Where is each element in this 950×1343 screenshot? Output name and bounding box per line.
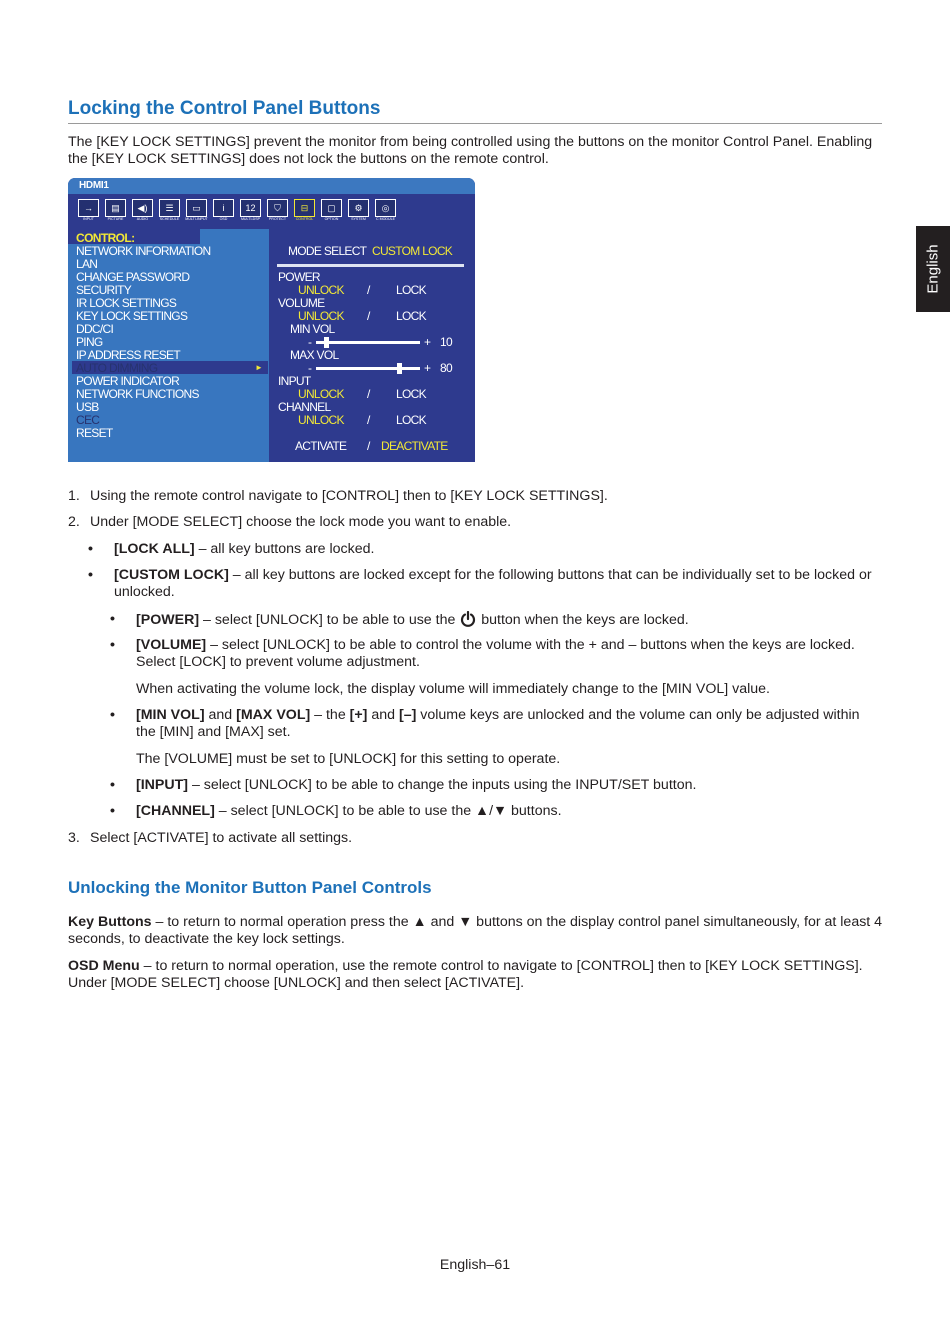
paragraph-term: Key Buttons xyxy=(68,914,152,930)
osd-audio-icon: ◀) AUDIO xyxy=(131,198,154,224)
bullet-dot: • xyxy=(110,777,115,793)
osd-max-vol-slider-track xyxy=(316,367,420,370)
osd-input-label: HDMI1 xyxy=(79,180,109,191)
osd-channel-label: CHANNEL xyxy=(278,400,331,414)
osd-mode-select-value: CUSTOM LOCK xyxy=(372,244,453,258)
osd-protect-icon: ⛉ PROTECT xyxy=(266,198,289,224)
osd-min-vol-label: MIN VOL xyxy=(290,322,335,336)
step-text: Under [MODE SELECT] choose the lock mode you want to enable. xyxy=(90,514,512,530)
osd-menu-item: NETWORK FUNCTIONS xyxy=(76,387,199,401)
osd-max-vol-label: MAX VOL xyxy=(290,348,339,362)
osd-menu-item: CEC xyxy=(76,413,100,427)
osd-max-vol-slider-knob xyxy=(397,363,402,374)
osd-menu-paragraph xyxy=(68,958,883,992)
osd-slash: / xyxy=(367,309,370,323)
osd-divider xyxy=(277,264,464,267)
step-number: 1. xyxy=(68,488,80,504)
bullet-text: – all key buttons are locked except for the following buttons that can be individually set to be locked or unlocked. xyxy=(114,567,872,600)
bullet-term: [LOCK ALL] xyxy=(114,541,195,557)
osd-power-lock: LOCK xyxy=(396,283,426,297)
osd-header xyxy=(68,178,475,194)
bullet-term: [–] xyxy=(398,707,417,723)
bullet-text: – select [UNLOCK] to be able to use the xyxy=(199,612,460,628)
osd-menu-panel xyxy=(68,229,269,462)
language-tab-label: English xyxy=(924,244,942,294)
osd-menu-item: IR LOCK SETTINGS xyxy=(76,296,177,310)
osd-menu-item: CHANGE PASSWORD xyxy=(76,270,190,284)
osd-option-icon: ▢ OPTION xyxy=(320,198,343,224)
osd-deactivate: DEACTIVATE xyxy=(381,439,448,453)
osd-menu-item: LAN xyxy=(76,257,98,271)
bullet-text: and xyxy=(204,707,237,723)
osd-picture-icon: ▤ PICTURE xyxy=(104,198,127,224)
step-number: 3. xyxy=(68,830,80,846)
osd-menu-item: AUTO DIMMING xyxy=(76,361,158,375)
osd-mode-select-label: MODE SELECT xyxy=(288,244,367,258)
osd-osd-icon: i OSD xyxy=(212,198,235,224)
osd-c-module-icon: ◎ C MODULE xyxy=(374,198,397,224)
bullet-text: – the xyxy=(310,707,350,723)
osd-menu-item-selected: KEY LOCK SETTINGS xyxy=(76,309,188,323)
osd-power-unlock: UNLOCK xyxy=(298,283,344,297)
paragraph-term: OSD Menu xyxy=(68,958,140,974)
bullet-term: [POWER] xyxy=(136,612,200,628)
bullet-text: button when the keys are locked. xyxy=(477,612,689,628)
bullet-text: – all key buttons are locked. xyxy=(194,541,375,557)
paragraph-text: – to return to normal operation, use the remote control to navigate to [CONTROL] then to [KEY LOCK SETTINGS]. Under [MODE SELECT] choose [UNLOCK] and then select [ACTIVATE]. xyxy=(68,958,863,991)
bullet-text: – select [UNLOCK] to be able to control the volume with the + and – buttons when the keys are locked. Select [LOCK] to prevent volume adjustment. xyxy=(136,637,855,670)
osd-min-vol-minus: - xyxy=(308,335,312,349)
osd-selected-arrow-icon: ► xyxy=(255,363,263,372)
paragraph-text: – to return to normal operation press the ▲ and ▼ buttons on the display control panel simultaneously, for at least 4 seconds, to deactivate the key lock settings. xyxy=(68,914,883,947)
osd-channel-unlock: UNLOCK xyxy=(298,413,344,427)
osd-input-setting-label: INPUT xyxy=(278,374,311,388)
page-title: Locking the Control Panel Buttons xyxy=(68,98,381,119)
osd-category-title: CONTROL: xyxy=(76,231,135,245)
min-max-note: The [VOLUME] must be set to [UNLOCK] for this setting to operate. xyxy=(136,751,561,767)
osd-input-lock: LOCK xyxy=(396,387,426,401)
bullet-term: [MIN VOL] xyxy=(136,707,205,723)
bullet-term: [MAX VOL] xyxy=(236,707,311,723)
osd-min-vol-slider-track xyxy=(316,341,420,344)
osd-menu-item: POWER INDICATOR xyxy=(76,374,180,388)
osd-menu-item: USB xyxy=(76,400,99,414)
osd-schedule-icon: ☰ SCHEDULE xyxy=(158,198,181,224)
volume-note: When activating the volume lock, the display volume will immediately change to the [MIN VOL] value. xyxy=(136,681,771,697)
bullet-term: [INPUT] xyxy=(136,777,189,793)
osd-min-vol-plus: + xyxy=(424,335,431,349)
bullet-dot: • xyxy=(110,637,115,653)
bullet-term: [VOLUME] xyxy=(136,637,207,653)
osd-max-vol-minus: - xyxy=(308,361,312,375)
bullet-text: volume keys are unlocked and the volume can only be adjusted within the [MIN] and [MAX] set. xyxy=(136,707,860,740)
osd-menu-item: PING xyxy=(76,335,103,349)
bullet-dot: • xyxy=(110,803,115,819)
osd-power-label: POWER xyxy=(278,270,320,284)
osd-slash: / xyxy=(367,283,370,297)
osd-menu-item: RESET xyxy=(76,426,113,440)
osd-max-vol-plus: + xyxy=(424,361,431,375)
osd-volume-lock: LOCK xyxy=(396,309,426,323)
osd-menu-item: NETWORK INFORMATION xyxy=(76,244,211,258)
osd-system-icon: ⚙ SYSTEM xyxy=(347,198,370,224)
osd-settings-panel xyxy=(269,229,475,462)
osd-menu-item: SECURITY xyxy=(76,283,132,297)
bullet-dot: • xyxy=(88,567,93,583)
section-title: Unlocking the Monitor Button Panel Controls xyxy=(68,878,432,897)
osd-slash: / xyxy=(367,387,370,401)
osd-slash: / xyxy=(367,413,370,427)
osd-multi-input-icon: ▭ MULTI-INPUT xyxy=(185,198,208,224)
osd-menu-item: DDC/CI xyxy=(76,322,114,336)
osd-volume-unlock: UNLOCK xyxy=(298,309,344,323)
osd-multi-dsp-icon: 12 MULTI-DSP xyxy=(239,198,262,224)
osd-input-unlock: UNLOCK xyxy=(298,387,344,401)
osd-min-vol-slider-knob xyxy=(324,337,329,348)
bullet-text: – select [UNLOCK] to be able to change the inputs using the INPUT/SET button. xyxy=(188,777,697,793)
bullet-term: [CUSTOM LOCK] xyxy=(114,567,229,583)
intro-paragraph: The [KEY LOCK SETTINGS] prevent the monitor from being controlled using the buttons on the monitor Control Panel. Enabling the [KEY LOCK SETTINGS] does not lock the buttons on the remote control. xyxy=(68,134,873,167)
bullet-dot: • xyxy=(88,541,93,557)
step-text: Select [ACTIVATE] to activate all settings. xyxy=(90,830,353,846)
language-tab xyxy=(916,226,950,312)
osd-max-vol-value: 80 xyxy=(440,361,452,375)
step-text: Using the remote control navigate to [CONTROL] then to [KEY LOCK SETTINGS]. xyxy=(90,488,608,504)
osd-volume-label: VOLUME xyxy=(278,296,325,310)
page-footer: English–61 xyxy=(439,1257,511,1273)
bullet-dot: • xyxy=(110,611,115,627)
bullet-term: [+] xyxy=(349,707,368,723)
power-icon xyxy=(460,611,476,627)
osd-screenshot xyxy=(68,178,475,462)
bullet-text: – select [UNLOCK] to be able to use the ▲/▼ buttons. xyxy=(214,803,562,819)
osd-control-icon: ⊟ CONTROL xyxy=(293,198,316,224)
osd-min-vol-value: 10 xyxy=(440,335,452,349)
osd-slash: / xyxy=(367,439,370,453)
step-number: 2. xyxy=(68,514,80,530)
title-divider xyxy=(68,123,882,124)
osd-activate: ACTIVATE xyxy=(295,439,347,453)
bullet-term: [CHANNEL] xyxy=(136,803,215,819)
osd-menu-item: IP ADDRESS RESET xyxy=(76,348,180,362)
bullet-text: and xyxy=(367,707,399,723)
bullet-dot: • xyxy=(110,707,115,723)
osd-channel-lock: LOCK xyxy=(396,413,426,427)
key-buttons-paragraph xyxy=(68,914,883,948)
osd-input-icon: → INPUT xyxy=(77,198,100,224)
